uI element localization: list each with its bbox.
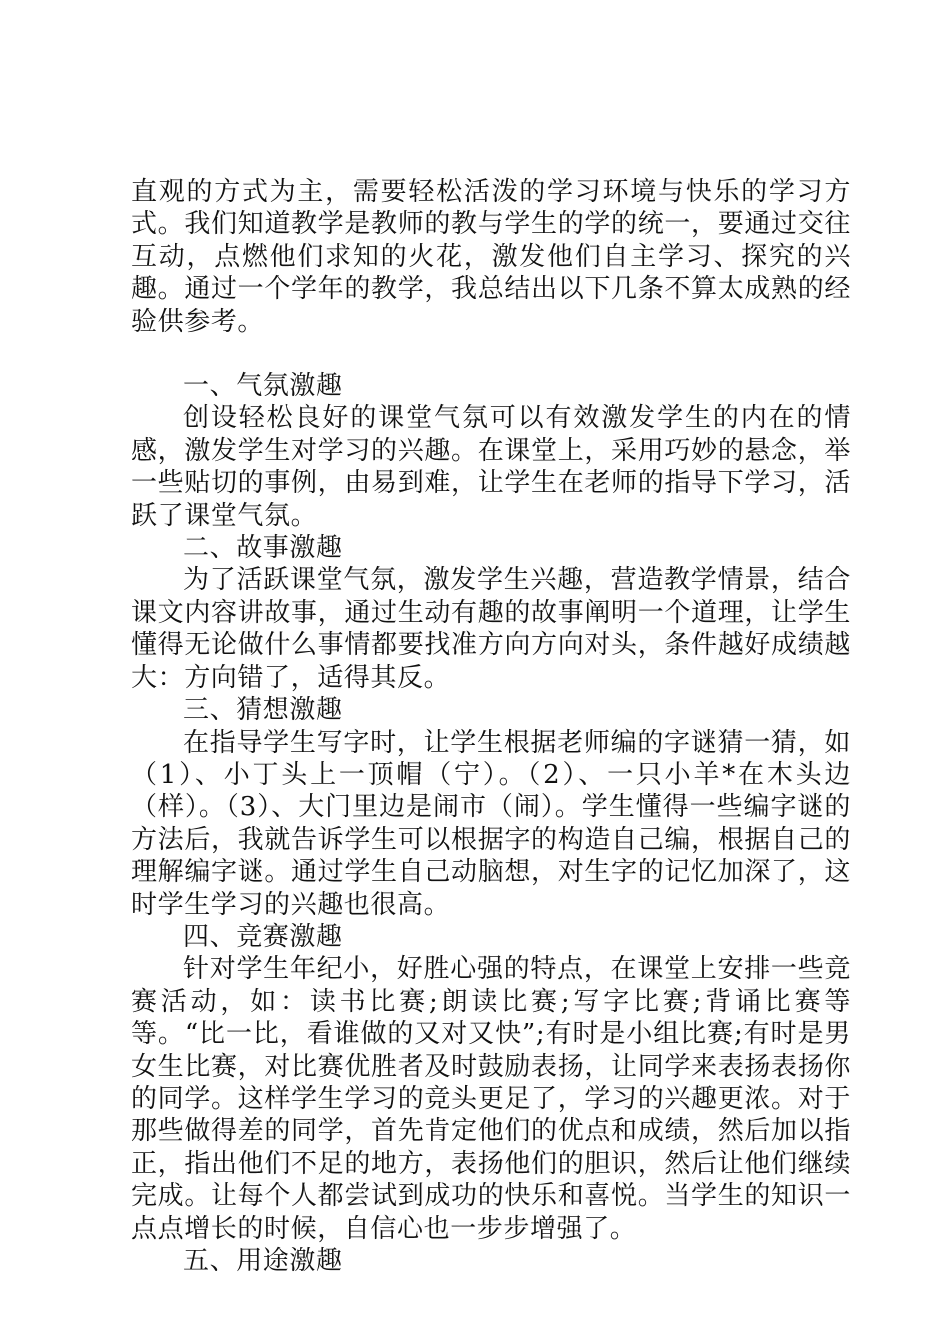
paragraph-gap <box>131 338 851 370</box>
section-body-2: 为了活跃课堂气氛，激发学生兴趣，营造教学情景，结合课文内容讲故事，通过生动有趣的故事阐明一个道理，让学生懂得无论做什么事情都要找准方向方向对头，条件越好成绩越大：方向错了，适得其反。 <box>131 565 851 693</box>
section-heading-5: 五、用途激趣 <box>183 1246 343 1276</box>
section-heading-1: 一、气氛激趣 <box>183 371 343 402</box>
document-body <box>131 176 851 1277</box>
section-body-1: 创设轻松良好的课堂气氛可以有效激发学生的内在的情感，激发学生对学习的兴趣。在课堂上，采用巧妙的悬念，举一些贴切的事例，由易到难，让学生在老师的指导下学习，活跃了课堂气氛。 <box>131 403 851 531</box>
section-heading-3: 三、猜想激趣 <box>183 695 343 726</box>
section-body-4: 针对学生年纪小，好胜心强的特点，在课堂上安排一些竞赛活动，如：读书比赛;朗读比赛;写字比赛;背诵比赛等等。“比一比，看谁做的又对又快”;有时是小组比赛;有时是男女生比赛，对比赛优胜者及时鼓励表扬，让同学来表扬表扬你的同学。这样学生学习的竞头更足了，学习的兴趣更浓。对于那些做得差的同学，首先肯定他们的优点和成绩，然后加以指正，指出他们不足的地方，表扬他们的胆识，然后让他们继续完成。让每个人都尝试到成功的快乐和喜悦。当学生的知识一点点增长的时候，自信心也一步步增强了。 <box>131 954 851 1244</box>
section-heading-2: 二、故事激趣 <box>183 533 343 564</box>
section-body-3: 在指导学生写字时，让学生根据老师编的字谜猜一猜，如（1）、小丁头上一顶帽（宁）。（2）、一只小羊*在木头边（样）。（3）、大门里边是闹市（闹）。学生懂得一些编字谜的方法后，我就告诉学生可以根据字的构造自己编，根据自己的理解编字谜。通过学生自己动脑想，对生字的记忆加深了，这时学生学习的兴趣也很高。 <box>131 727 851 920</box>
intro-paragraph: 直观的方式为主，需要轻松活泼的学习环境与快乐的学习方式。我们知道教学是教师的教与学生的学的统一，要通过交往互动，点燃他们求知的火花，激发他们自主学习、探究的兴趣。通过一个学年的教学，我总结出以下几条不算太成熟的经验供参考。 <box>131 177 851 337</box>
section-heading-4: 四、竞赛激趣 <box>183 921 343 952</box>
